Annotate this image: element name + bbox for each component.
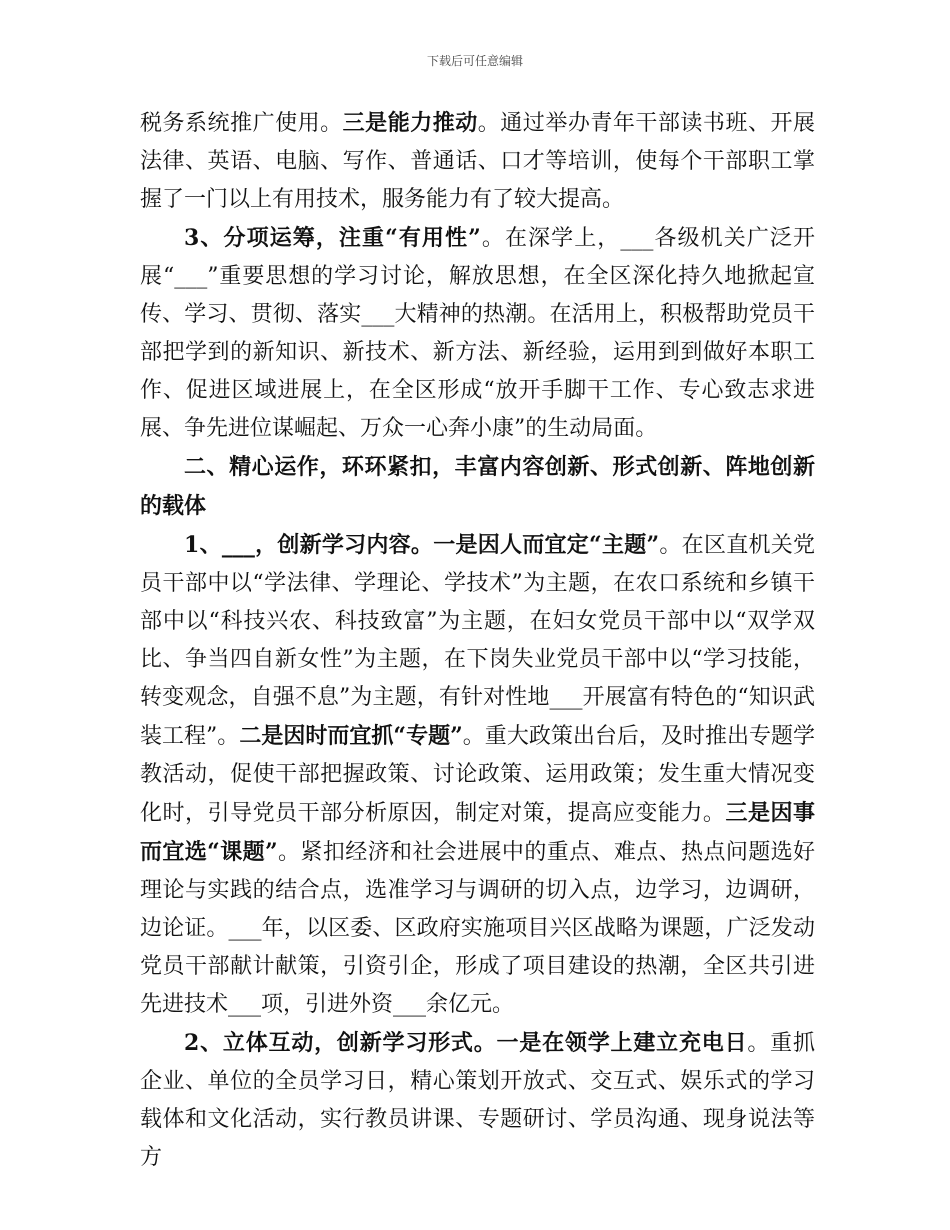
paragraph-p5: [140, 1024, 815, 1177]
bold-text-segment: 1、___，创新学习内容。: [184, 532, 434, 558]
bold-text-segment: 一是在领学上建立充电日: [496, 1030, 748, 1056]
text-segment: 。紧扣经济和社会进展中的重点、难点、热点问题选好理论与实践的结合点，选准学习与调研的切入点，边学习，边调研，边论证。___年，以区委、区政府实施项目兴区战略为课题，广泛发动党员干部献计献策，引资引企，形成了项目建设的热潮，全区共引进先进技术___项，引进外资___余亿元。: [140, 840, 815, 1017]
text-segment: 。重抓企业、单位的全员学习日，精心策划开放式、交互式、娱乐式的学习载体和文化活动，实行教员讲课、专题研讨、学员沟通、现身说法等方: [140, 1031, 815, 1170]
text-segment: 税务系统推广使用。: [140, 111, 343, 136]
text-segment: 。重大政策出台后，及时推出专题学教活动，促使干部把握政策、讨论政策、运用政策；发生重大情况变化时，引导党员干部分析原因，制定对策，提高应变能力。: [140, 724, 816, 826]
text-segment: 。在深学上，___各级机关广泛开展“___”重要思想的学习讨论，解放思想，在全区深化持久地掀起宣传、学习、贯彻、落实___大精神的热潮。在活用上，积极帮助党员干部把学到的新知识、新技术、新方法、新经验，运用到到做好本职工作、促进区域进展上，在全区形成“放开手脚干工作、专心致志求进展、争先进位谋崛起、万众一心奔小康”的生动局面。: [140, 226, 815, 441]
bold-text-segment: 一是因人而宜定“主题”: [433, 532, 660, 558]
bold-text-segment: 二是因时而宜抓“专题”: [239, 723, 463, 749]
text-segment: 。通过举办青年干部读书班、开展法律、英语、电脑、写作、普通话、口才等培训，使每个干部职工掌握了一门以上有用技术，服务能力有了较大提高。: [140, 111, 815, 212]
paragraph-p2: [140, 219, 815, 448]
bold-text-segment: 三是因事而宜选“课题”: [140, 800, 815, 865]
bold-text-segment: 2、立体互动，创新学习形式。: [184, 1030, 497, 1056]
document-body: [140, 104, 815, 1177]
bold-text-segment: 3、分项运筹，注重“有用性”: [184, 225, 481, 251]
bold-text-segment: 二、精心运作，环环紧扣，丰富内容创新、形式创新、阵地创新的载体: [140, 454, 815, 519]
paragraph-p1: [140, 104, 815, 219]
bold-text-segment: 三是能力推动: [342, 110, 478, 136]
paragraph-p3: [140, 448, 815, 526]
header-note: 下载后可任意编辑: [426, 54, 523, 68]
text-segment: 。在区直机关党员干部中以“学法律、学理论、学技术”为主题，在农口系统和乡镇干部中以“科技兴农、科技致富”为主题，在妇女党员干部中以“双学双比、争当四自新女性”为主题，在下岗失业党员干部中以“学习技能，转变观念，自强不息”为主题，有针对性地___开展富有特色的“知识武装工程”。: [140, 533, 815, 749]
paragraph-p4: [140, 526, 815, 1024]
